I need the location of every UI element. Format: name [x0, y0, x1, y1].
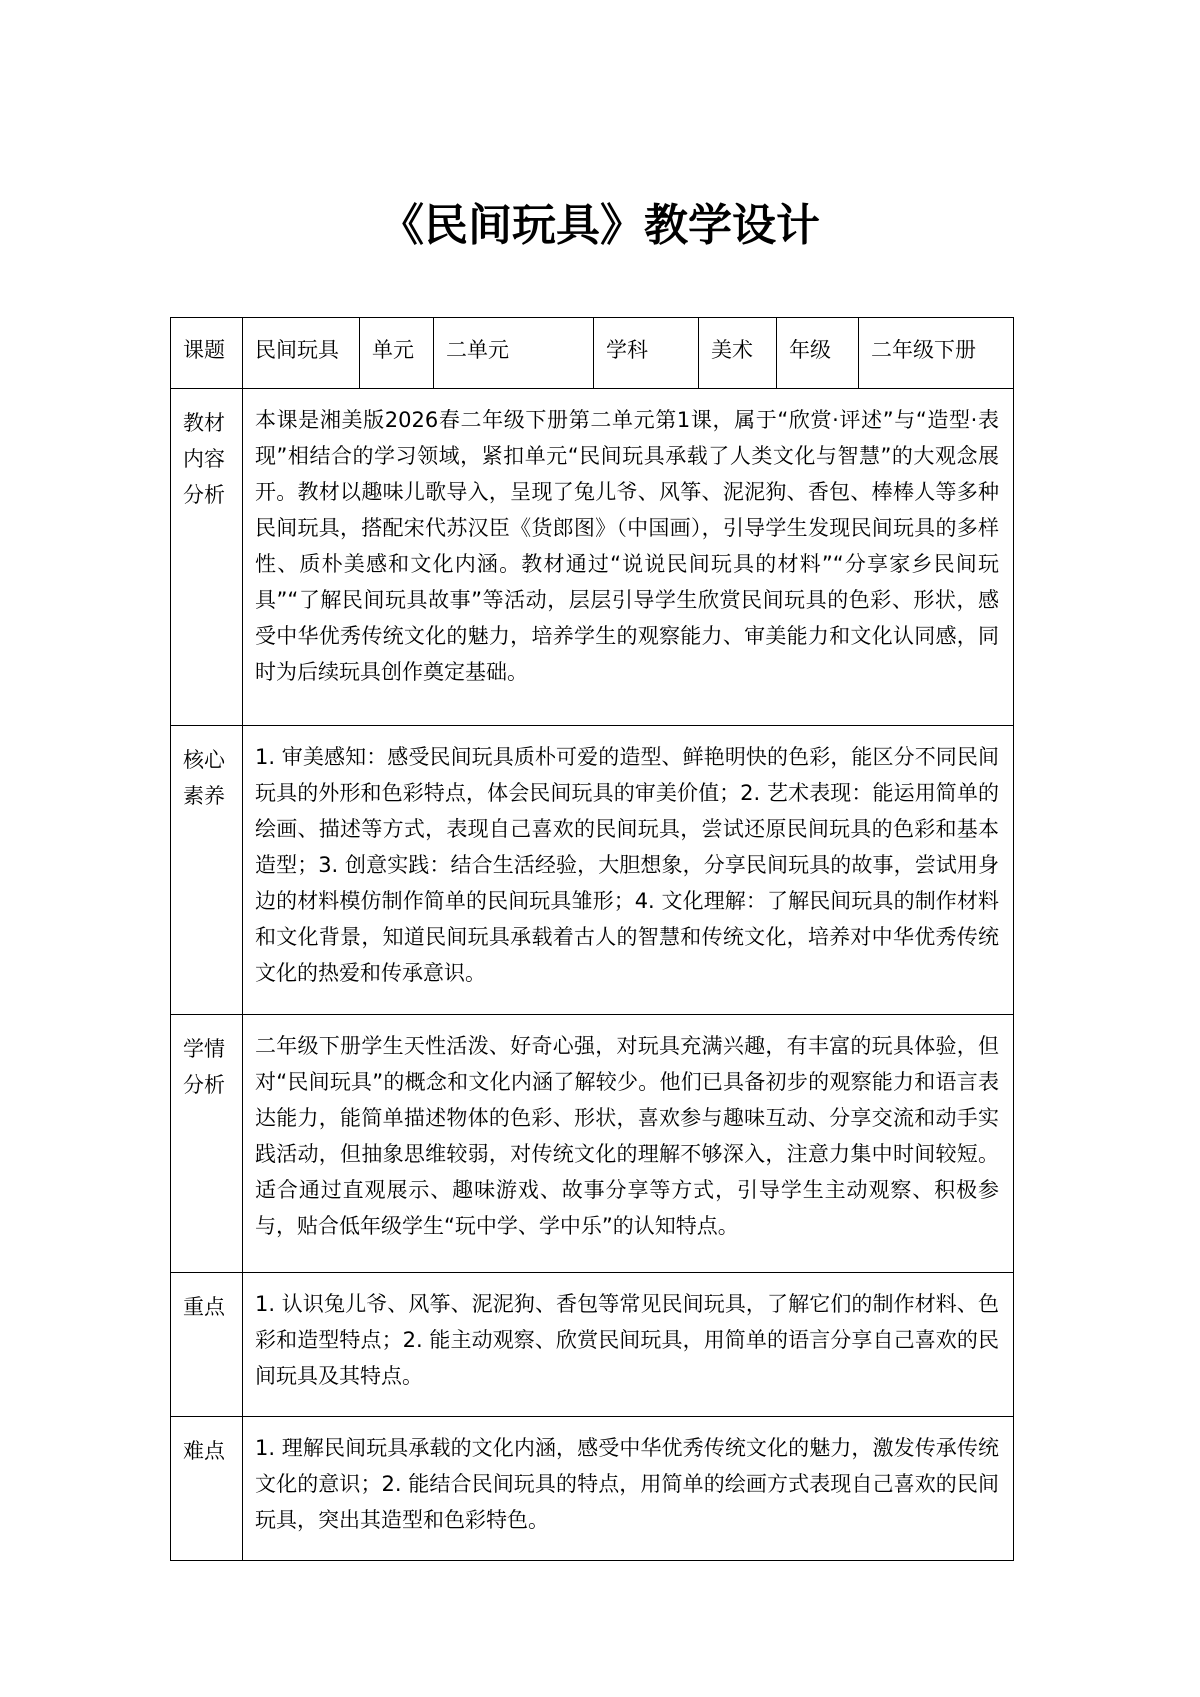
row-content: 1. 审美感知：感受民间玩具质朴可爱的造型、鲜艳明快的色彩，能区分不同民间玩具的外形和色彩特点，体会民间玩具的审美价值；2. 艺术表现：能运用简单的绘画、描述等方式，表现自己喜欢的民间玩具，尝试还原民间玩具的色彩和基本造型；3. 创意实践：结合生活经验，大胆想象，分享民间玩具的故事，尝试用身边的材料模仿制作简单的民间玩具雏形；4. 文化理解：了解民间玩具的制作材料和文化背景，知道民间玩具承载着古人的智慧和传统文化，培养对中华优秀传统文化的热爱和传承意识。: [255, 745, 999, 985]
row-label: 核心素养: [171, 726, 243, 1014]
table-header-row: [171, 318, 1013, 389]
row-textbook-analysis: [171, 389, 1013, 726]
row-label: 难点: [171, 1417, 243, 1560]
row-student-analysis: [171, 1015, 1013, 1273]
row-label: 重点: [171, 1273, 243, 1416]
document-title: 《民间玩具》教学设计: [380, 200, 820, 251]
subject-label: 学科: [594, 318, 699, 388]
unit-label: 单元: [360, 318, 434, 388]
topic-value: 民间玩具: [243, 318, 360, 388]
row-core-competencies: [171, 726, 1013, 1015]
row-label: 教材内容分析: [171, 389, 243, 725]
grade-value: 二年级下册: [871, 338, 976, 362]
subject-value: 美术: [699, 318, 777, 388]
row-content: 二年级下册学生天性活泼、好奇心强，对玩具充满兴趣，有丰富的玩具体验，但对“民间玩具”的概念和文化内涵了解较少。他们已具备初步的观察能力和语言表达能力，能简单描述物体的色彩、形状，喜欢参与趣味互动、分享交流和动手实践活动，但抽象思维较弱，对传统文化的理解不够深入，注意力集中时间较短。适合通过直观展示、趣味游戏、故事分享等方式，引导学生主动观察、积极参与，贴合低年级学生“玩中学、学中乐”的认知特点。: [255, 1034, 999, 1238]
row-content: 1. 认识兔儿爷、风筝、泥泥狗、香包等常见民间玩具，了解它们的制作材料、色彩和造型特点；2. 能主动观察、欣赏民间玩具，用简单的语言分享自己喜欢的民间玩具及其特点。: [255, 1292, 999, 1388]
grade-label: 年级: [777, 318, 859, 388]
lesson-plan-table: [170, 317, 1014, 1561]
unit-value: 二单元: [434, 318, 594, 388]
row-difficulties: [171, 1417, 1013, 1560]
row-content: 本课是湘美版2026春二年级下册第二单元第1课，属于“欣赏·评述”与“造型·表现”相结合的学习领域，紧扣单元“民间玩具承载了人类文化与智慧”的大观念展开。教材以趣味儿歌导入，呈现了兔儿爷、风筝、泥泥狗、香包、棒棒人等多种民间玩具，搭配宋代苏汉臣《货郎图》（中国画），引导学生发现民间玩具的多样性、质朴美感和文化内涵。教材通过“说说民间玩具的材料”“分享家乡民间玩具”“了解民间玩具故事”等活动，层层引导学生欣赏民间玩具的色彩、形状，感受中华优秀传统文化的魅力，培养学生的观察能力、审美能力和文化认同感，同时为后续玩具创作奠定基础。: [255, 408, 999, 684]
row-key-points: [171, 1273, 1013, 1417]
row-content: 1. 理解民间玩具承载的文化内涵，感受中华优秀传统文化的魅力，激发传承传统文化的意识；2. 能结合民间玩具的特点，用简单的绘画方式表现自己喜欢的民间玩具，突出其造型和色彩特色。: [255, 1436, 999, 1532]
row-label: 学情分析: [171, 1015, 243, 1272]
topic-label: 课题: [171, 318, 243, 388]
